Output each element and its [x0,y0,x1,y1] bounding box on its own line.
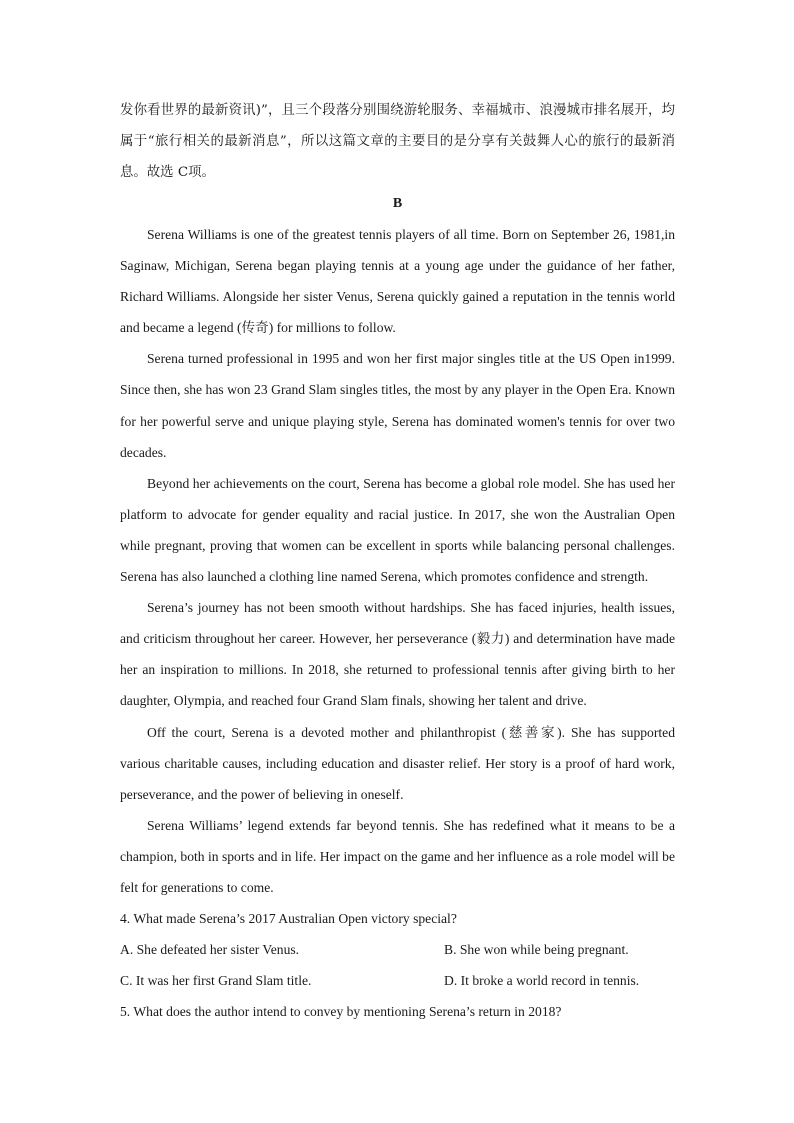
passage [120,219,675,903]
option-a: A. She defeated her sister Venus. [120,942,300,958]
passage-paragraph-1: Serena Williams is one of the greatest tennis players of all time. Born on September 26, 1981,in Saginaw, Michigan, Serena began playing tennis at a young age under the guidance of her father, Richard Williams. Alongside her sister Venus, Serena quickly gained a reputation in the tennis world and became a legend (传奇) for millions to follow. [120,227,675,336]
option-c: C. It was her first Grand Slam title. [120,973,312,989]
passage-paragraph-4: Serena’s journey has not been smooth without hardships. She has faced injuries, health issues, and criticism throughout her career. However, her perseverance (毅力) and determination have made her an inspiration to millions. In 2018, she returned to professional tennis after giving birth to her daughter, Olympia, and reached four Grand Slam finals, showing her talent and drive. [120,600,675,709]
question-4-options [120,934,675,996]
question-4-stem: 4. What made Serena’s 2017 Australian Open victory special? [120,911,457,927]
section-heading: B [392,196,403,211]
option-b: B. She won while being pregnant. [444,942,629,958]
question-5-stem: 5. What does the author intend to convey by mentioning Serena’s return in 2018? [120,1004,562,1020]
passage-paragraph-6: Serena Williams’ legend extends far beyond tennis. She has redefined what it means to be a champion, both in sports and in life. Her impact on the game and her influence as a role model will be felt for generations to come. [120,817,675,895]
page-content [120,95,675,1027]
answer-explanation-text: 发你看世界的最新资讯)”，且三个段落分别围绕游轮服务、幸福城市、浪漫城市排名展开，均属于“旅行相关的最新消息”，所以这篇文章的主要目的是分享有关鼓舞人心的旅行的最新消息。故选 C项。 [120,103,675,180]
passage-paragraph-5: Off the court, Serena is a devoted mother and philanthropist (慈善家). She has supported various charitable causes, including education and disaster relief. Her story is a proof of hard work, perseverance, and the power of believing in oneself. [120,724,675,802]
question-5 [120,996,675,1027]
passage-paragraph-3: Beyond her achievements on the court, Serena has become a global role model. She has used her platform to advocate for gender equality and racial justice. In 2017, she won the Australian Open while pregnant, proving that women can be excellent in sports while balancing personal challenges. Serena has also launched a clothing line named Serena, which promotes confidence and strength. [120,475,675,585]
question-4 [120,903,675,996]
passage-paragraph-2: Serena turned professional in 1995 and won her first major singles title at the US Open in1999. Since then, she has won 23 Grand Slam singles titles, the most by any player in the Open Era. Known for her powerful serve and unique playing style, Serena has dominated women's tennis for over two decades. [120,351,675,460]
option-d: D. It broke a world record in tennis. [444,973,640,989]
